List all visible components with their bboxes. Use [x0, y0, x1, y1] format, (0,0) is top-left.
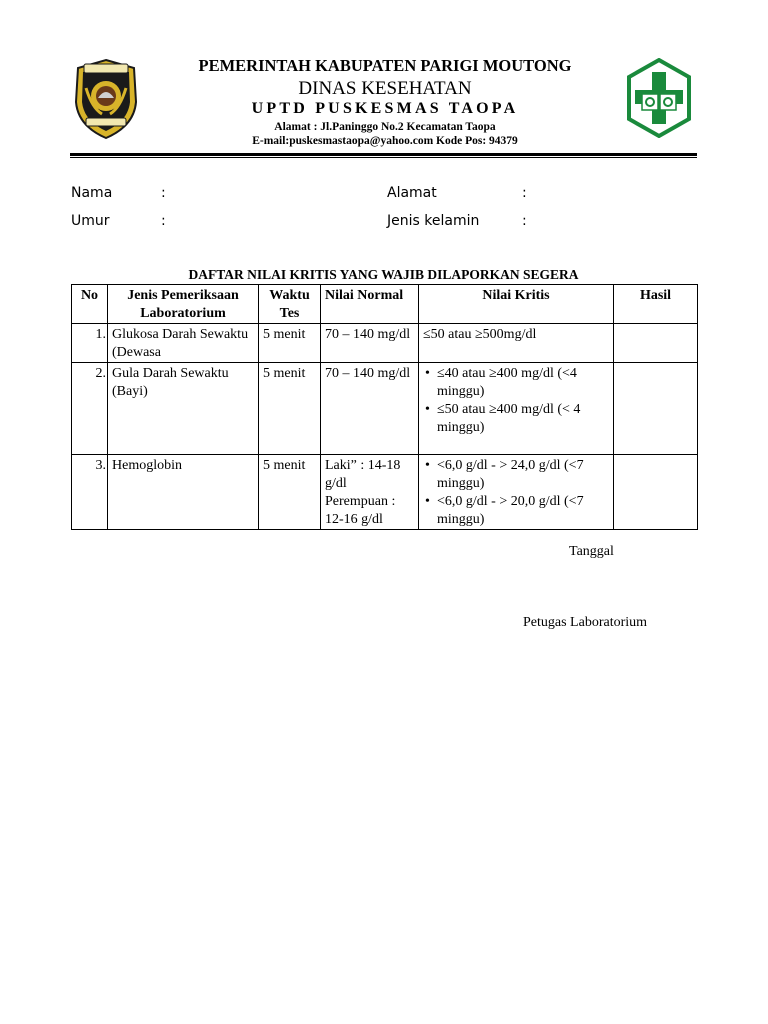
nama-label: Nama	[71, 185, 113, 201]
table-title: DAFTAR NILAI KRITIS YANG WAJIB DILAPORKAN SEGERA	[188, 267, 579, 282]
jenis-kelamin-colon: :	[522, 213, 527, 229]
row-jenis: Hemoglobin	[108, 455, 259, 530]
table-row	[72, 363, 698, 455]
header-nilai-kritis: Nilai Kritis	[419, 285, 614, 324]
header-no: No	[72, 285, 108, 324]
alamat-colon: :	[522, 185, 527, 201]
regency-emblem-logo	[72, 58, 140, 140]
jenis-kelamin-label: Jenis kelamin	[387, 213, 480, 229]
header-email-postcode: E-mail:puskesmastaopa@yahoo.com Kode Pos: 94379	[252, 135, 518, 147]
normal-male: Laki” : 14-18 g/dl	[325, 458, 401, 491]
row-normal: 70 – 140 mg/dl	[321, 363, 419, 455]
puskesmas-logo	[626, 58, 692, 138]
normal-female: Perempuan : 12-16 g/dl	[325, 494, 396, 527]
header-department-name: DINAS KESEHATAN	[298, 78, 472, 99]
header-waktu-tes: Waktu Tes	[259, 285, 321, 324]
header-hasil: Hasil	[614, 285, 698, 324]
row-kritis	[419, 455, 614, 530]
row-hasil	[614, 455, 698, 530]
row-normal	[321, 455, 419, 530]
petugas-laboratorium-label: Petugas Laboratorium	[523, 615, 648, 630]
umur-colon: :	[161, 213, 166, 229]
header-address: Alamat : Jl.Paninggo No.2 Kecamatan Taopa	[274, 121, 496, 133]
table-row	[72, 455, 698, 530]
row-hasil	[614, 363, 698, 455]
row-no: 3.	[72, 455, 108, 530]
kritis-item: • ≤40 atau ≥400 mg/dl (<4 minggu)	[437, 365, 609, 401]
alamat-label: Alamat	[387, 185, 437, 201]
header-divider-thick	[70, 153, 697, 156]
row-kritis: ≤50 atau ≥500mg/dl	[419, 324, 614, 363]
critical-values-table	[71, 284, 698, 530]
tanggal-label: Tanggal	[569, 544, 614, 559]
kritis-item: • <6,0 g/dl - > 20,0 g/dl (<7 minggu)	[437, 493, 609, 529]
row-waktu: 5 menit	[259, 455, 321, 530]
row-kritis	[419, 363, 614, 455]
header-nilai-normal: Nilai Normal	[321, 285, 419, 324]
umur-label: Umur	[71, 213, 110, 229]
header-jenis-pemeriksaan: Jenis Pemeriksaan Laboratorium	[108, 285, 259, 324]
row-jenis: Gula Darah Sewaktu (Bayi)	[108, 363, 259, 455]
row-waktu: 5 menit	[259, 363, 321, 455]
kritis-item: • <6,0 g/dl - > 24,0 g/dl (<7 minggu)	[437, 457, 609, 493]
table-header-row	[72, 285, 698, 324]
kritis-item: • ≤50 atau ≥400 mg/dl (< 4 minggu)	[437, 401, 609, 437]
row-hasil	[614, 324, 698, 363]
header-unit-name: UPTD PUSKESMAS TAOPA	[251, 100, 519, 117]
header-government-name: PEMERINTAH KABUPATEN PARIGI MOUTONG	[198, 56, 572, 75]
row-waktu: 5 menit	[259, 324, 321, 363]
row-normal: 70 – 140 mg/dl	[321, 324, 419, 363]
row-no: 2.	[72, 363, 108, 455]
row-no: 1.	[72, 324, 108, 363]
header-divider-thin	[70, 157, 697, 158]
table-row	[72, 324, 698, 363]
nama-colon: :	[161, 185, 166, 201]
row-jenis: Glukosa Darah Sewaktu (Dewasa	[108, 324, 259, 363]
